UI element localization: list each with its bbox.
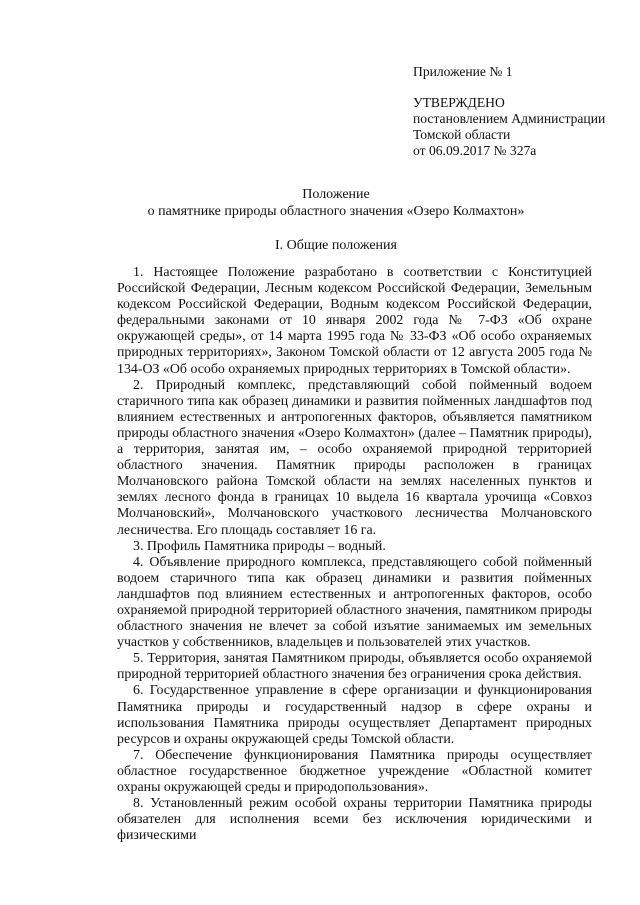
section-heading: I. Общие положения	[275, 238, 397, 253]
approved-label: УТВЕРЖДЕНО	[413, 95, 505, 110]
paragraph-8: 8. Установленный режим особой охраны территории Памятника природы обязателен для исполнения всеми без исключения юридическими и физическими	[117, 796, 592, 844]
paragraph-6: 6. Государственное управление в сфере организации и функционирования Памятника природы и государственный надзор в сфере охраны и использования Памятника природы осуществляет Департамент природных ресурсов и охраны окружающей среды Томской области.	[117, 683, 592, 747]
approval-block	[413, 64, 633, 159]
title-line-2: о памятнике природы областного значения «Озеро Колмахтон»	[147, 204, 525, 219]
paragraph-3: 3. Профиль Памятника природы – водный.	[133, 538, 386, 554]
decree-line-1: постановлением Администрации	[413, 111, 606, 126]
document-body	[117, 265, 592, 844]
paragraph-7: 7. Обеспечение функционирования Памятника природы осуществляет областное государственное бюджетное учреждение «Областной комитет охраны окружающей среды и природопользования».	[117, 747, 592, 795]
decree-line-2: Томской области	[413, 127, 511, 142]
paragraph-5: 5. Территория, занятая Памятником природы, объявляется особо охраняемой природной территорией областного значения без ограничения срока действия.	[117, 651, 592, 683]
appendix-label: Приложение № 1	[413, 64, 513, 79]
paragraph-1: 1. Настоящее Положение разработано в соответствии с Конституцией Российской Федерации, Лесным кодексом Российской Федерации, Земельным кодексом Российской Федерации, Водным кодексом Российской Федерации, федеральными законами от 10 января 2002 года № 7-ФЗ «Об охране окружающей среды», от 14 марта 1995 года № 33-ФЗ «Об особо охраняемых природных территориях», Законом Томской области от 12 августа 2005 года № 134-ОЗ «Об особо охраняемых природных территориях в Томской области».	[117, 265, 592, 377]
decree-date: от 06.09.2017 № 327а	[413, 143, 537, 158]
paragraph-4: 4. Объявление природного комплекса, представляющего собой пойменный водоем старичного типа как образец динамики и развития пойменных ландшафтов под влиянием естественных и антропогенных факторов, особо охраняемой природной территорией областного значения, памятником природы областного значения не влечет за собой изъятие занимаемых им земельных участков у собственников, владельцев и пользователей этих участков.	[117, 554, 592, 651]
paragraph-2: 2. Природный комплекс, представляющий собой пойменный водоем старичного типа как образец динамики и развития пойменных ландшафтов под влиянием естественных и антропогенных факторов, объявляется памятником природы областного значения «Озеро Колмахтон» (далее – Памятник природы), а территория, занятая им, – особо охраняемой природной территорией областного значения. Памятник природы расположен в границах Молчановского района Томской области на землях населенных пунктов и землях лесного фонда в границах 10 выдела 16 квартала урочища «Совхоз Молчановский», Молчановского участкового лесничества Молчановского лесничества. Его площадь составляет 16 га.	[117, 377, 592, 538]
document-title	[86, 186, 586, 220]
title-line-1: Положение	[302, 187, 370, 202]
